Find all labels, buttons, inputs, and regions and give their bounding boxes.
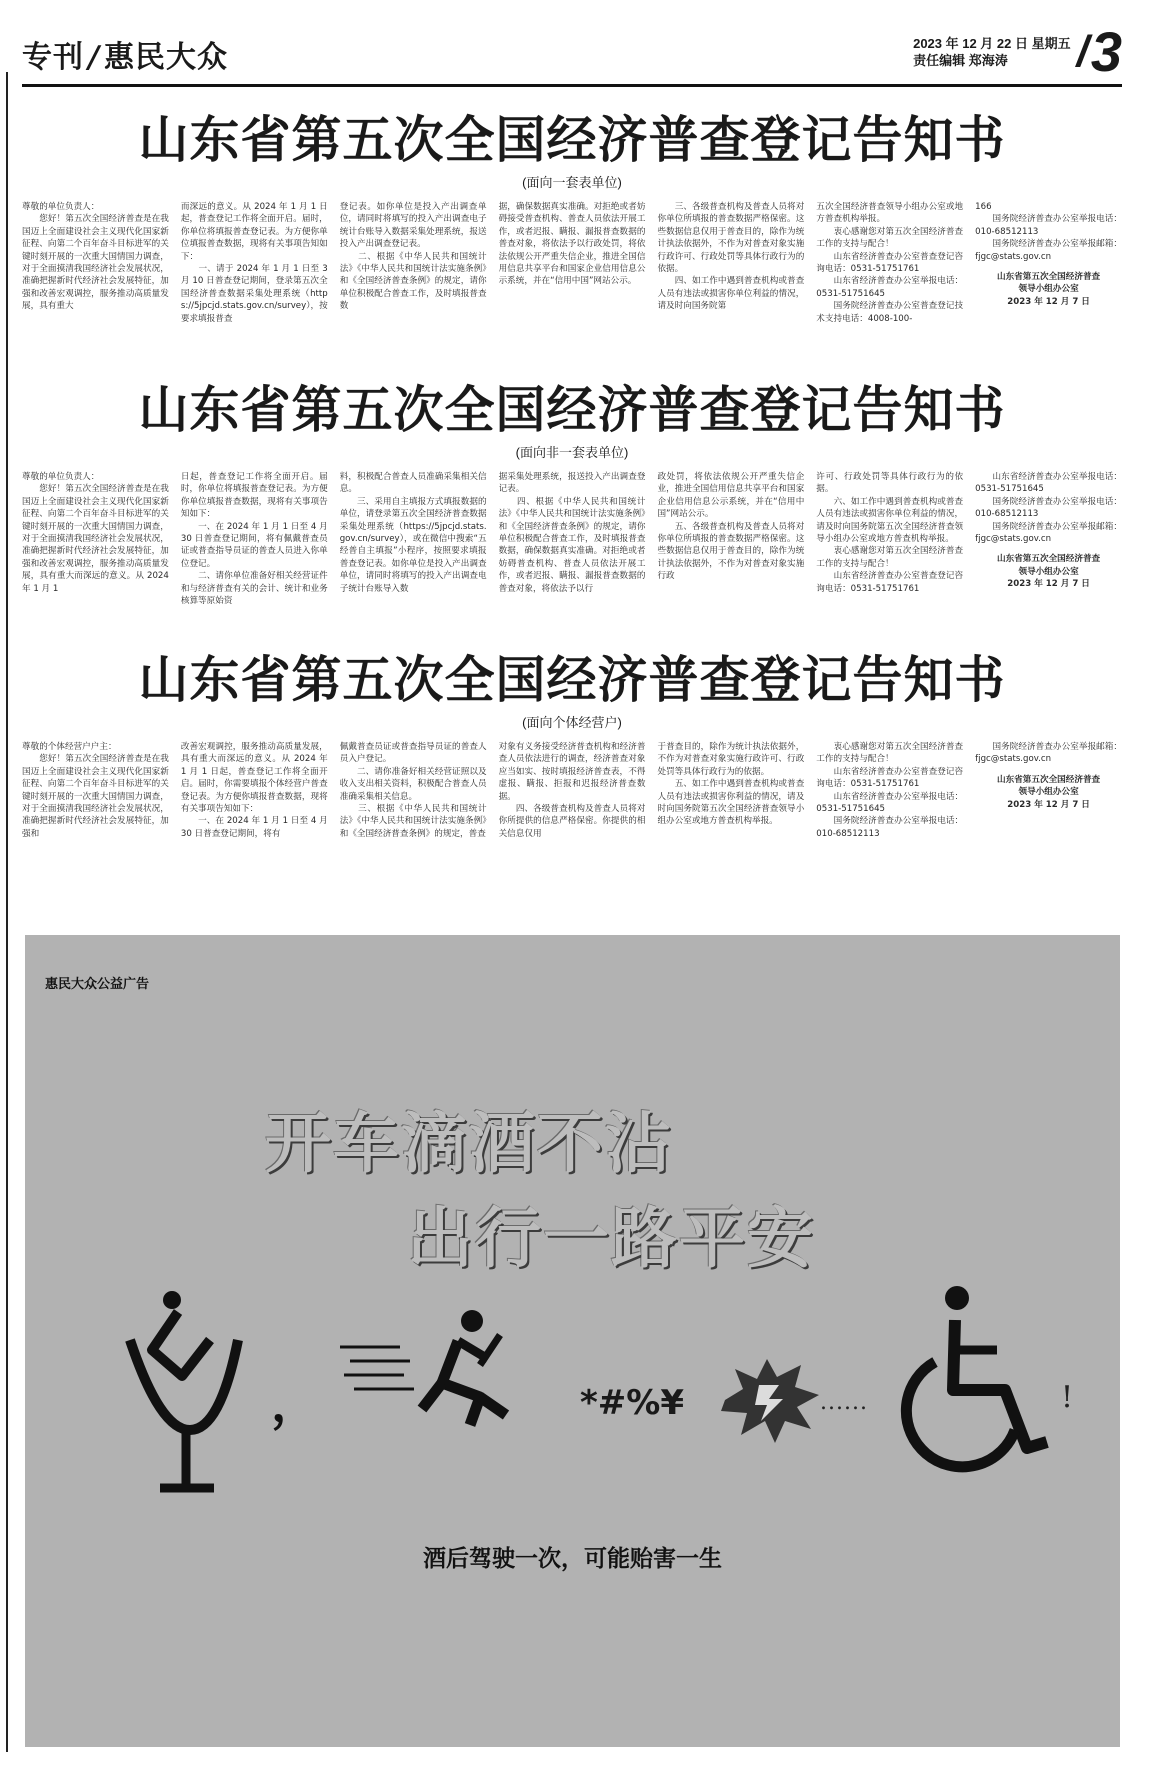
notice-columns	[22, 201, 1122, 325]
notice-body-text: 政处罚，将依法依规公开严重失信企业，推进全国信用信息共享平台和国家企业信用信息公示系统，并在“信用中国”网站公示。 五、各级普查机构及普查人员将对你单位所填报的普查数据严格保密。这些数据信息仅用于普查目的，除作为统计执法依据外，不作为对普查对象实施行政	[657, 472, 805, 582]
notice-column	[975, 741, 1122, 840]
notice-column	[340, 471, 487, 607]
notice-body-text: 料，积极配合普查人员准确采集相关信息。 三、采用自主填报方式填报数据的单位，请登录第五次全国经济普查数据采集处理系统（https://5jpcjd.stats.gov.cn/survey），或在微信中搜索“五经普自主填报”小程序，按照要求填报普查登记表。如你单位是投入产出调查单位，请同时将填写的投入产出调查电子统计台账导入数	[339, 472, 487, 594]
falling-figure-icon	[330, 1305, 540, 1465]
notice-body-text: 据采集处理系统，报送投入产出调查登记表。 四、根据《中华人民共和国统计法》《中华人民共和国统计法实施条例》和《全国经济普查条例》的规定，请你单位积极配合普查工作，及时填报普查数据，确保数据真实准确。对拒绝或者妨碍普查机构、普查人员依法开展工作，或者迟报、瞒报、漏报普查数据的普查对象，将依法予以行	[498, 472, 646, 594]
notice-column	[340, 741, 487, 840]
notice-column	[816, 741, 963, 840]
notice-subtitle: (面向个体经营户)	[522, 715, 622, 730]
notice-body-text: 尊敬的个体经营户户主： 您好！第五次全国经济普查是在我国迈上全面建设社会主义现代化国家新征程、向第二个百年奋斗目标进军的关键时刻开展的一次重大国情国力调查，对于全面摸清我国经济社会发展状况，准确把握新时代经济社会发展特征，加强和	[22, 742, 169, 839]
header-slash: /	[88, 40, 100, 75]
notice-enterprise	[22, 110, 1122, 325]
column-name: 惠民大众	[103, 40, 228, 75]
notice-column	[340, 201, 487, 325]
notice-signature: 山东省第五次全国经济普查 领导小组办公室 2023 年 12 月 7 日	[997, 774, 1101, 810]
ad-label: 惠民大众公益广告	[45, 977, 150, 992]
page-number: 3	[1090, 20, 1122, 83]
notice-body-text: 改善宏观调控，服务推动高质量发展，具有重大而深远的意义。从 2024 年 1 月 1 日起，普查登记工作将全面开启。届时，你需要填报个体经营户普查登记表。为方便你填报普查数据，现将有关事项告知如下： 一、在 2024 年 1 月 1 日至 4 月 30 日普查登记期间，将有	[180, 742, 328, 839]
wheelchair-icon	[895, 1280, 1065, 1480]
crash-burst-icon	[715, 1355, 825, 1445]
notice-body-text: 对象有义务接受经济普查机构和经济普查人员依法进行的调查，经济普查对象应当如实、按时填报经济普查表，不得虚报、瞒报、拒报和迟报经济普查数据。 四、各级普查机构及普查人员将对你所提供的信息严格保密。你提供的相关信息仅用	[498, 742, 646, 839]
header-meta-block	[913, 20, 1122, 83]
page-header	[22, 18, 1122, 88]
notice-columns	[22, 741, 1122, 840]
page-slash: /	[1076, 27, 1089, 76]
notice-body-text: 尊敬的单位负责人： 您好！第五次全国经济普查是在我国迈上全面建设社会主义现代化国家新征程、向第二个百年奋斗目标进军的关键时刻开展的一次重大国情国力调查，对于全面摸清我国经济社会发展状况，准确把握新时代经济社会发展特征，加强和改善宏观调控，服务推动高质量发展，具有重大而深远的意义。从 2024 年 1 月 1	[22, 472, 169, 594]
notice-title: 山东省第五次全国经济普查登记告知书	[138, 650, 1006, 709]
public-service-ad	[25, 935, 1120, 1747]
notice-signature: 山东省第五次全国经济普查 领导小组办公室 2023 年 12 月 7 日	[997, 554, 1101, 590]
notice-column	[499, 201, 646, 325]
notice-column	[657, 201, 804, 325]
notice-body-text: 国务院经济普查办公室举报邮箱：fjgc@stats.gov.cn	[975, 742, 1123, 765]
notice-column	[22, 741, 169, 840]
left-margin-rule	[6, 72, 8, 1752]
notice-body-text: 许可、行政处罚等具体行政行为的依据。 六、如工作中遇到普查机构或普查人员有违法或损害你单位利益的情况，请及时向国务院第五次全国经济普查领导小组办公室或地方普查机构举报。 衷心感谢您对第五次全国经济普查工作的支持与配合！ 山东省经济普查办公室普查登记咨询电话：0531-51751761	[816, 472, 964, 594]
notice-body-text: 而深远的意义。从 2024 年 1 月 1 日起，普查登记工作将全面开启。届时，你单位将填报普查登记表。为方便你单位填报普查数据，现将有关事项告知如下： 一、请于 2024 年 1 月 1 日至 3 月 10 日普查登记期间，登录第五次全国经济普查数据采集处理系统（https://5jpcjd.stats.gov.cn/survey），按要求填报普查	[180, 202, 328, 324]
glass-figure-icon	[120, 1280, 250, 1510]
ad-caption: 酒后驾驶一次，可能贻害一生	[423, 1545, 722, 1571]
section-label: 专刊	[22, 40, 84, 75]
notice-body-text: 登记表。如你单位是投入产出调查单位，请同时将填写的投入产出调查电子统计台账导入数据采集处理系统，报送投入产出调查登记表。 二、根据《中华人民共和国统计法》《中华人民共和国统计法实施条例》和《全国经济普查条例》的规定，请你单位积极配合普查工作，及时填报普查数	[339, 202, 487, 312]
notice-body-text: 166 国务院经济普查办公室举报电话：010-68512113 国务院经济普查办公室举报邮箱：fjgc@stats.gov.cn	[975, 202, 1123, 262]
notice-column	[657, 471, 804, 607]
notice-column	[975, 471, 1122, 607]
editor-line: 责任编辑 郑海涛	[913, 53, 1008, 68]
notice-subtitle: (面向一套表单位)	[522, 175, 622, 190]
notice-column	[499, 741, 646, 840]
notice-column	[22, 471, 169, 607]
notice-body-text: 衷心感谢您对第五次全国经济普查工作的支持与配合！ 山东省经济普查办公室普查登记咨询电话：0531-51751761 山东省经济普查办公室举报电话：0531-51751645 国务院经济普查办公室举报电话：010-68512113	[816, 742, 964, 839]
notice-body-text: 据，确保数据真实准确。对拒绝或者妨碍接受普查机构、普查人员依法开展工作，或者迟报、瞒报、漏报普查数据的普查对象，将依法予以行政处罚，将依法依规公开严重失信企业，推进全国信用信息共享平台和国家企业信用信息公示系统，并在“信用中国”网站公示。	[498, 202, 646, 287]
notice-body-text: 尊敬的单位负责人： 您好！第五次全国经济普查是在我国迈上全面建设社会主义现代化国家新征程、向第二个百年奋斗目标进军的关键时刻开展的一次重大国情国力调查，对于全面摸清我国经济社会发展状况，准确把握新时代经济社会发展特征，加强和改善宏观调控，服务推动高质量发展，具有重大	[22, 202, 169, 312]
notice-column	[181, 201, 328, 325]
notice-signature: 山东省第五次全国经济普查 领导小组办公室 2023 年 12 月 7 日	[997, 272, 1101, 307]
notice-body-text: 五次全国经济普查领导小组办公室或地方普查机构举报。 衷心感谢您对第五次全国经济普查工作的支持与配合！ 山东省经济普查办公室普查登记咨询电话：0531-51751761 山东省经济普查办公室举报电话：0531-51751645 国务院经济普查办公室普查登记技术支持电话：4008-100-	[816, 202, 964, 324]
header-meta	[913, 35, 1071, 69]
slogan-line-2: 出行一路平安	[407, 1199, 815, 1277]
notice-column	[181, 741, 328, 840]
comma-glyph: ，	[271, 1376, 320, 1432]
notice-body-text: 佩戴普查员证或普查指导员证的普查人员入户登记。 二、请你准备好相关经营证照以及收入支出相关资料，积极配合普查人员准确采集相关信息。 三、根据《中华人民共和国统计法》《中华人民共和国统计法实施条例》和《全国经济普查条例》的规定，普查	[339, 742, 487, 839]
notice-column	[657, 741, 804, 840]
section-title	[22, 32, 228, 76]
notice-body-text: 日起，普查登记工作将全面开启。届时，你单位将填报普查登记表。为方便你单位填报普查数据，现将有关事项告知如下： 一、在 2024 年 1 月 1 日至 4 月 30 日普查登记期间，将有佩戴普查员证或普查指导员证的普查人员进入你单位登记。 二、请你单位准备好相关经营证件和与经济普查有关的会计、统计和业务核算等原始资	[180, 472, 328, 607]
notice-body-text: 山东省经济普查办公室举报电话：0531-51751645 国务院经济普查办公室举报电话：010-68512113 国务院经济普查办公室举报邮箱：fjgc@stats.gov.cn	[975, 472, 1123, 545]
header-rule	[22, 84, 1122, 87]
notice-column	[499, 471, 646, 607]
notice-individual	[22, 650, 1122, 840]
notice-column	[816, 201, 963, 325]
issue-date: 2023 年 12 月 22 日 星期五	[913, 36, 1071, 51]
notice-title: 山东省第五次全国经济普查登记告知书	[138, 380, 1006, 439]
ellipsis: ......	[820, 1390, 868, 1415]
notice-column	[22, 201, 169, 325]
notice-body-text: 三、各级普查机构及普查人员将对你单位所填报的普查数据严格保密。这些数据信息仅用于普查目的，除作为统计执法依据外，不作为对普查对象实施行政许可、行政处罚等具体行政行为的依据。 四、如工作中遇到普查机构或普查人员有违法或损害你单位利益的情况，请及时向国务院第	[657, 202, 805, 312]
notice-column	[181, 471, 328, 607]
slogan-line-1: 开车滴酒不沾	[265, 1104, 673, 1182]
notice-subtitle: (面向非一套表单位)	[515, 445, 629, 460]
notice-body-text: 于普查目的，除作为统计执法依据外，不作为对普查对象实施行政许可、行政处罚等具体行政行为的依据。 五、如工作中遇到普查机构或普查人员有违法或损害你利益的情况，请及时向国务院第五次全国经济普查领导小组办公室或地方普查机构举报。	[657, 742, 805, 827]
notice-non-enterprise	[22, 380, 1122, 607]
notice-columns	[22, 471, 1122, 607]
notice-column	[975, 201, 1122, 325]
curse-symbols: *#%¥	[580, 1383, 684, 1423]
notice-title: 山东省第五次全国经济普查登记告知书	[138, 110, 1006, 169]
exclamation-glyph: !	[1061, 1380, 1074, 1415]
notice-column	[816, 471, 963, 607]
